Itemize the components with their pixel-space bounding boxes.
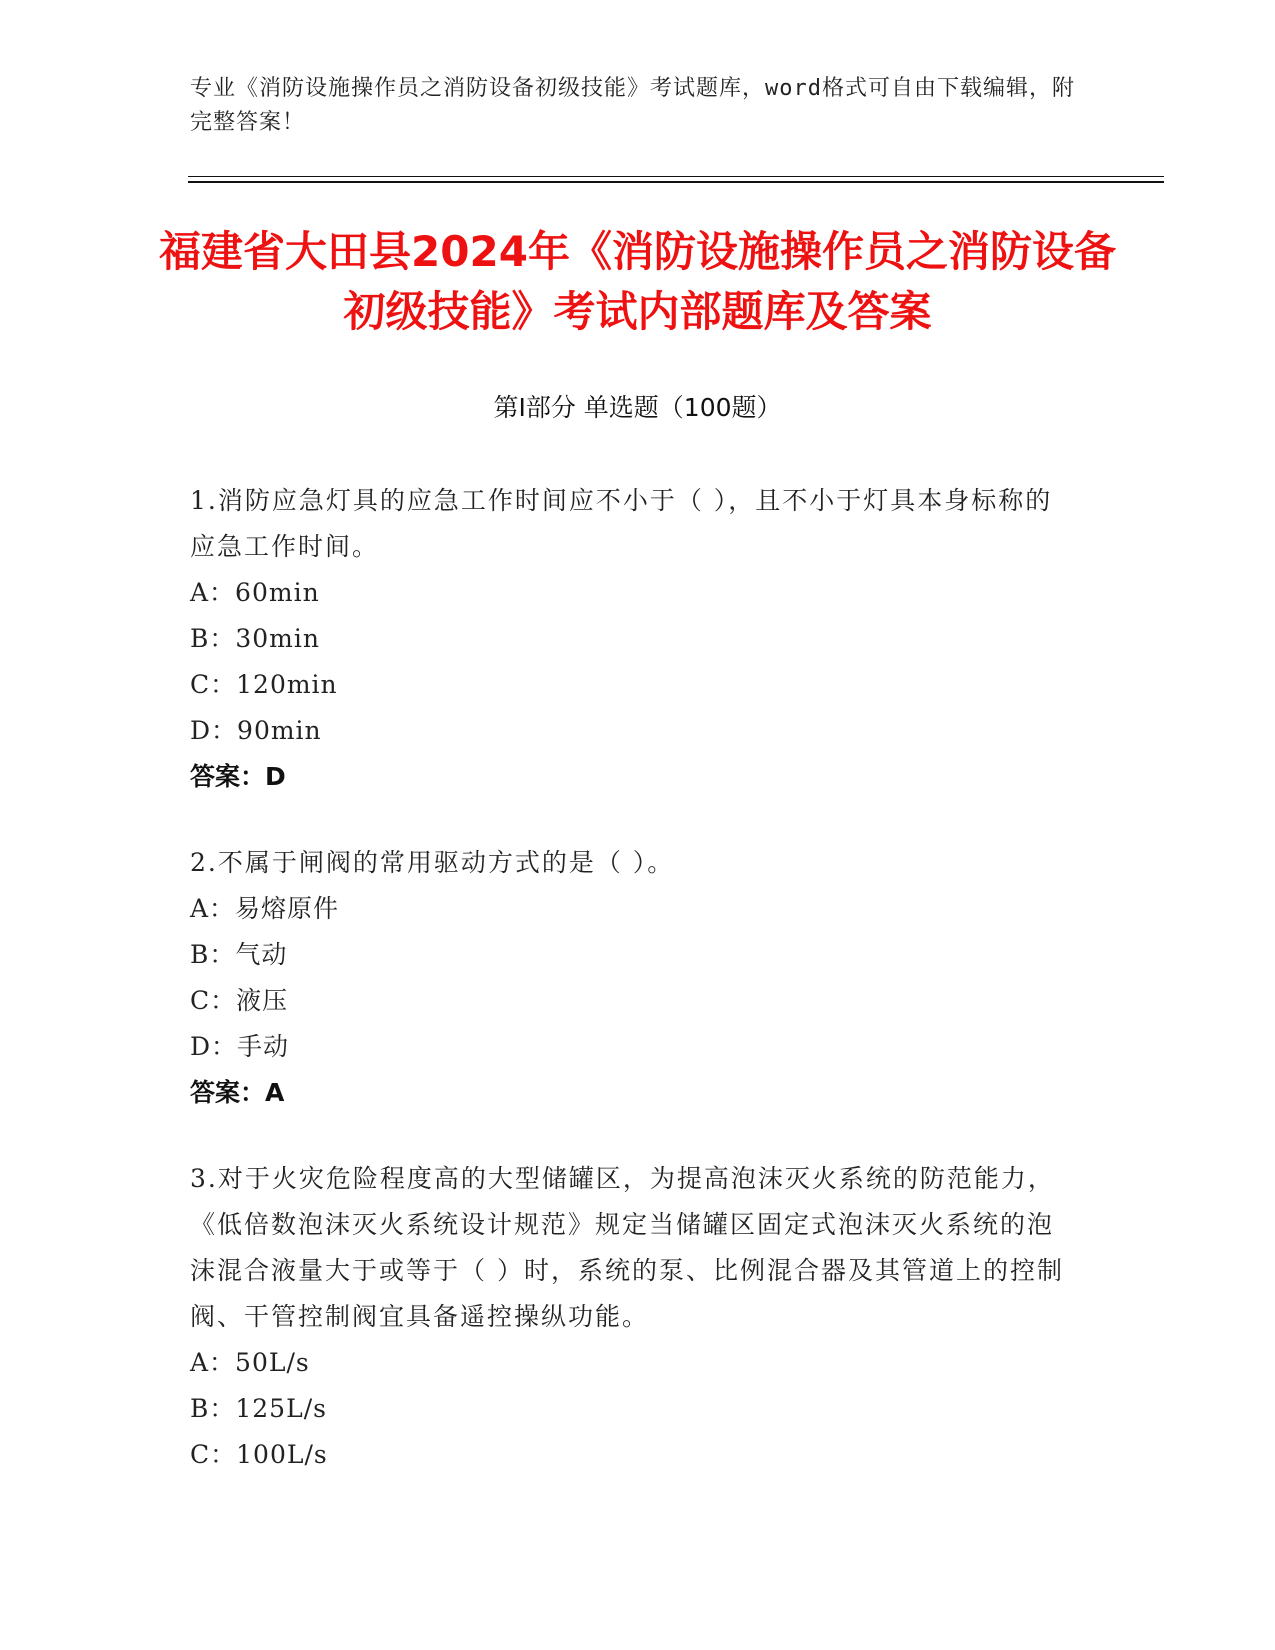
option-d: D：90min xyxy=(190,716,322,745)
option-a: A：50L/s xyxy=(190,1348,310,1377)
option-a: A：60min xyxy=(190,578,320,607)
question-3 xyxy=(190,1156,1070,1478)
question-text: 2.不属于闸阀的常用驱动方式的是（ ）。 xyxy=(190,848,675,877)
question-list xyxy=(190,478,1070,1518)
option-c: C：液压 xyxy=(190,986,289,1015)
header-note: 专业《消防设施操作员之消防设备初级技能》考试题库，word格式可自由下载编辑，附完整答案！ xyxy=(190,76,1075,135)
section-heading: 第Ⅰ部分 单选题（100题） xyxy=(493,393,782,422)
header-divider-thin xyxy=(188,176,1164,177)
answer: 答案：A xyxy=(190,1078,285,1107)
option-b: B：125L/s xyxy=(190,1394,327,1423)
option-c: C：100L/s xyxy=(190,1440,328,1469)
page-title: 福建省大田县2024年《消防设施操作员之消防设备初级技能》考试内部题库及答案 xyxy=(159,227,1116,336)
option-b: B：气动 xyxy=(190,940,288,969)
option-c: C：120min xyxy=(190,670,338,699)
question-2 xyxy=(190,840,1070,1116)
header-divider-thick xyxy=(188,181,1164,183)
question-text: 3.对于火灾危险程度高的大型储罐区，为提高泡沫灭火系统的防范能力，《低倍数泡沫灭火系统设计规范》规定当储罐区固定式泡沫灭火系统的泡沫混合液量大于或等于（ ）时，系统的泵、比例混合器及其管道上的控制阀、干管控制阀宜具备遥控操纵功能。 xyxy=(190,1164,1064,1331)
question-1 xyxy=(190,478,1070,800)
option-d: D：手动 xyxy=(190,1032,290,1061)
question-text: 1.消防应急灯具的应急工作时间应不小于（ ），且不小于灯具本身标称的应急工作时间。 xyxy=(190,486,1053,561)
option-a: A：易熔原件 xyxy=(190,894,340,923)
option-b: B：30min xyxy=(190,624,320,653)
answer: 答案：D xyxy=(190,762,286,791)
